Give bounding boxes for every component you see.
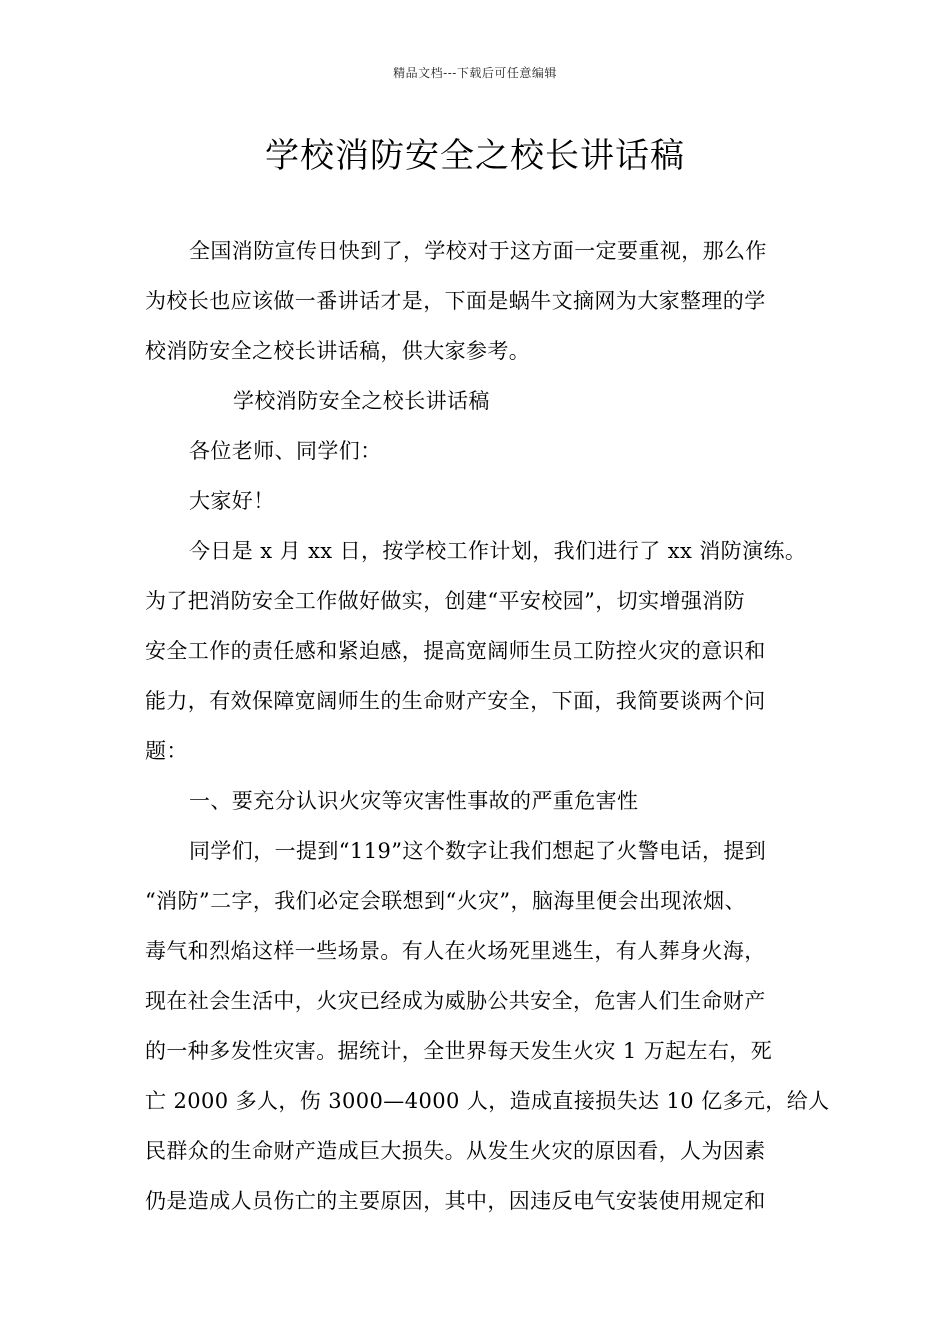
- document-body: [145, 226, 830, 1226]
- paragraph-line: 安全工作的责任感和紧迫感，提高宽阔师生员工防控火灾的意识和: [145, 639, 766, 663]
- paragraph-line: 为校长也应该做一番讲话才是，下面是蜗牛文摘网为大家整理的学: [145, 289, 766, 313]
- paragraph-line: 为了把消防安全工作做好做实，创建“平安校园”，切实增强消防: [145, 589, 746, 613]
- paragraph-line: 现在社会生活中，火灾已经成为威胁公共安全，危害人们生命财产: [145, 989, 766, 1013]
- paragraph-line: 亡 2000 多人，伤 3000—4000 人，造成直接损失达 10 亿多元，给人: [145, 1089, 830, 1113]
- paragraph-line: 毒气和烈焰这样一些场景。有人在火场死里逃生，有人葬身火海，: [145, 939, 766, 963]
- paragraph-line: 仍是造成人员伤亡的主要原因，其中，因违反电气安装使用规定和: [145, 1189, 766, 1213]
- paragraph-line: 校消防安全之校长讲话稿，供大家参考。: [145, 339, 531, 363]
- paragraph-line: 题：: [145, 739, 188, 763]
- paragraph-line: 的一种多发性灾害。据统计，全世界每天发生火灾 1 万起左右，死: [145, 1039, 773, 1063]
- paragraph-line: 能力，有效保障宽阔师生的生命财产安全，下面，我简要谈两个问: [145, 689, 766, 713]
- paragraph-line: 同学们，一提到“119”这个数字让我们想起了火警电话，提到: [189, 839, 767, 863]
- salutation: 各位老师、同学们：: [189, 439, 382, 463]
- paragraph-line: “消防”二字，我们必定会联想到“火灾”，脑海里便会出现浓烟、: [145, 889, 746, 913]
- page-header-note: 精品文档---下载后可任意编辑: [393, 66, 557, 80]
- paragraph-line: 民群众的生命财产造成巨大损失。从发生火灾的原因看，人为因素: [145, 1139, 766, 1163]
- document-title: 学校消防安全之校长讲话稿: [265, 136, 685, 176]
- paragraph-line: 全国消防宣传日快到了，学校对于这方面一定要重视，那么作: [189, 239, 767, 263]
- paragraph-line: 今日是 x 月 xx 日，按学校工作计划，我们进行了 xx 消防演练。: [189, 539, 807, 563]
- speech-subtitle: 学校消防安全之校长讲话稿: [233, 389, 490, 413]
- section-heading: 一、要充分认识火灾等灾害性事故的严重危害性: [189, 789, 639, 813]
- greeting: 大家好！: [189, 489, 275, 513]
